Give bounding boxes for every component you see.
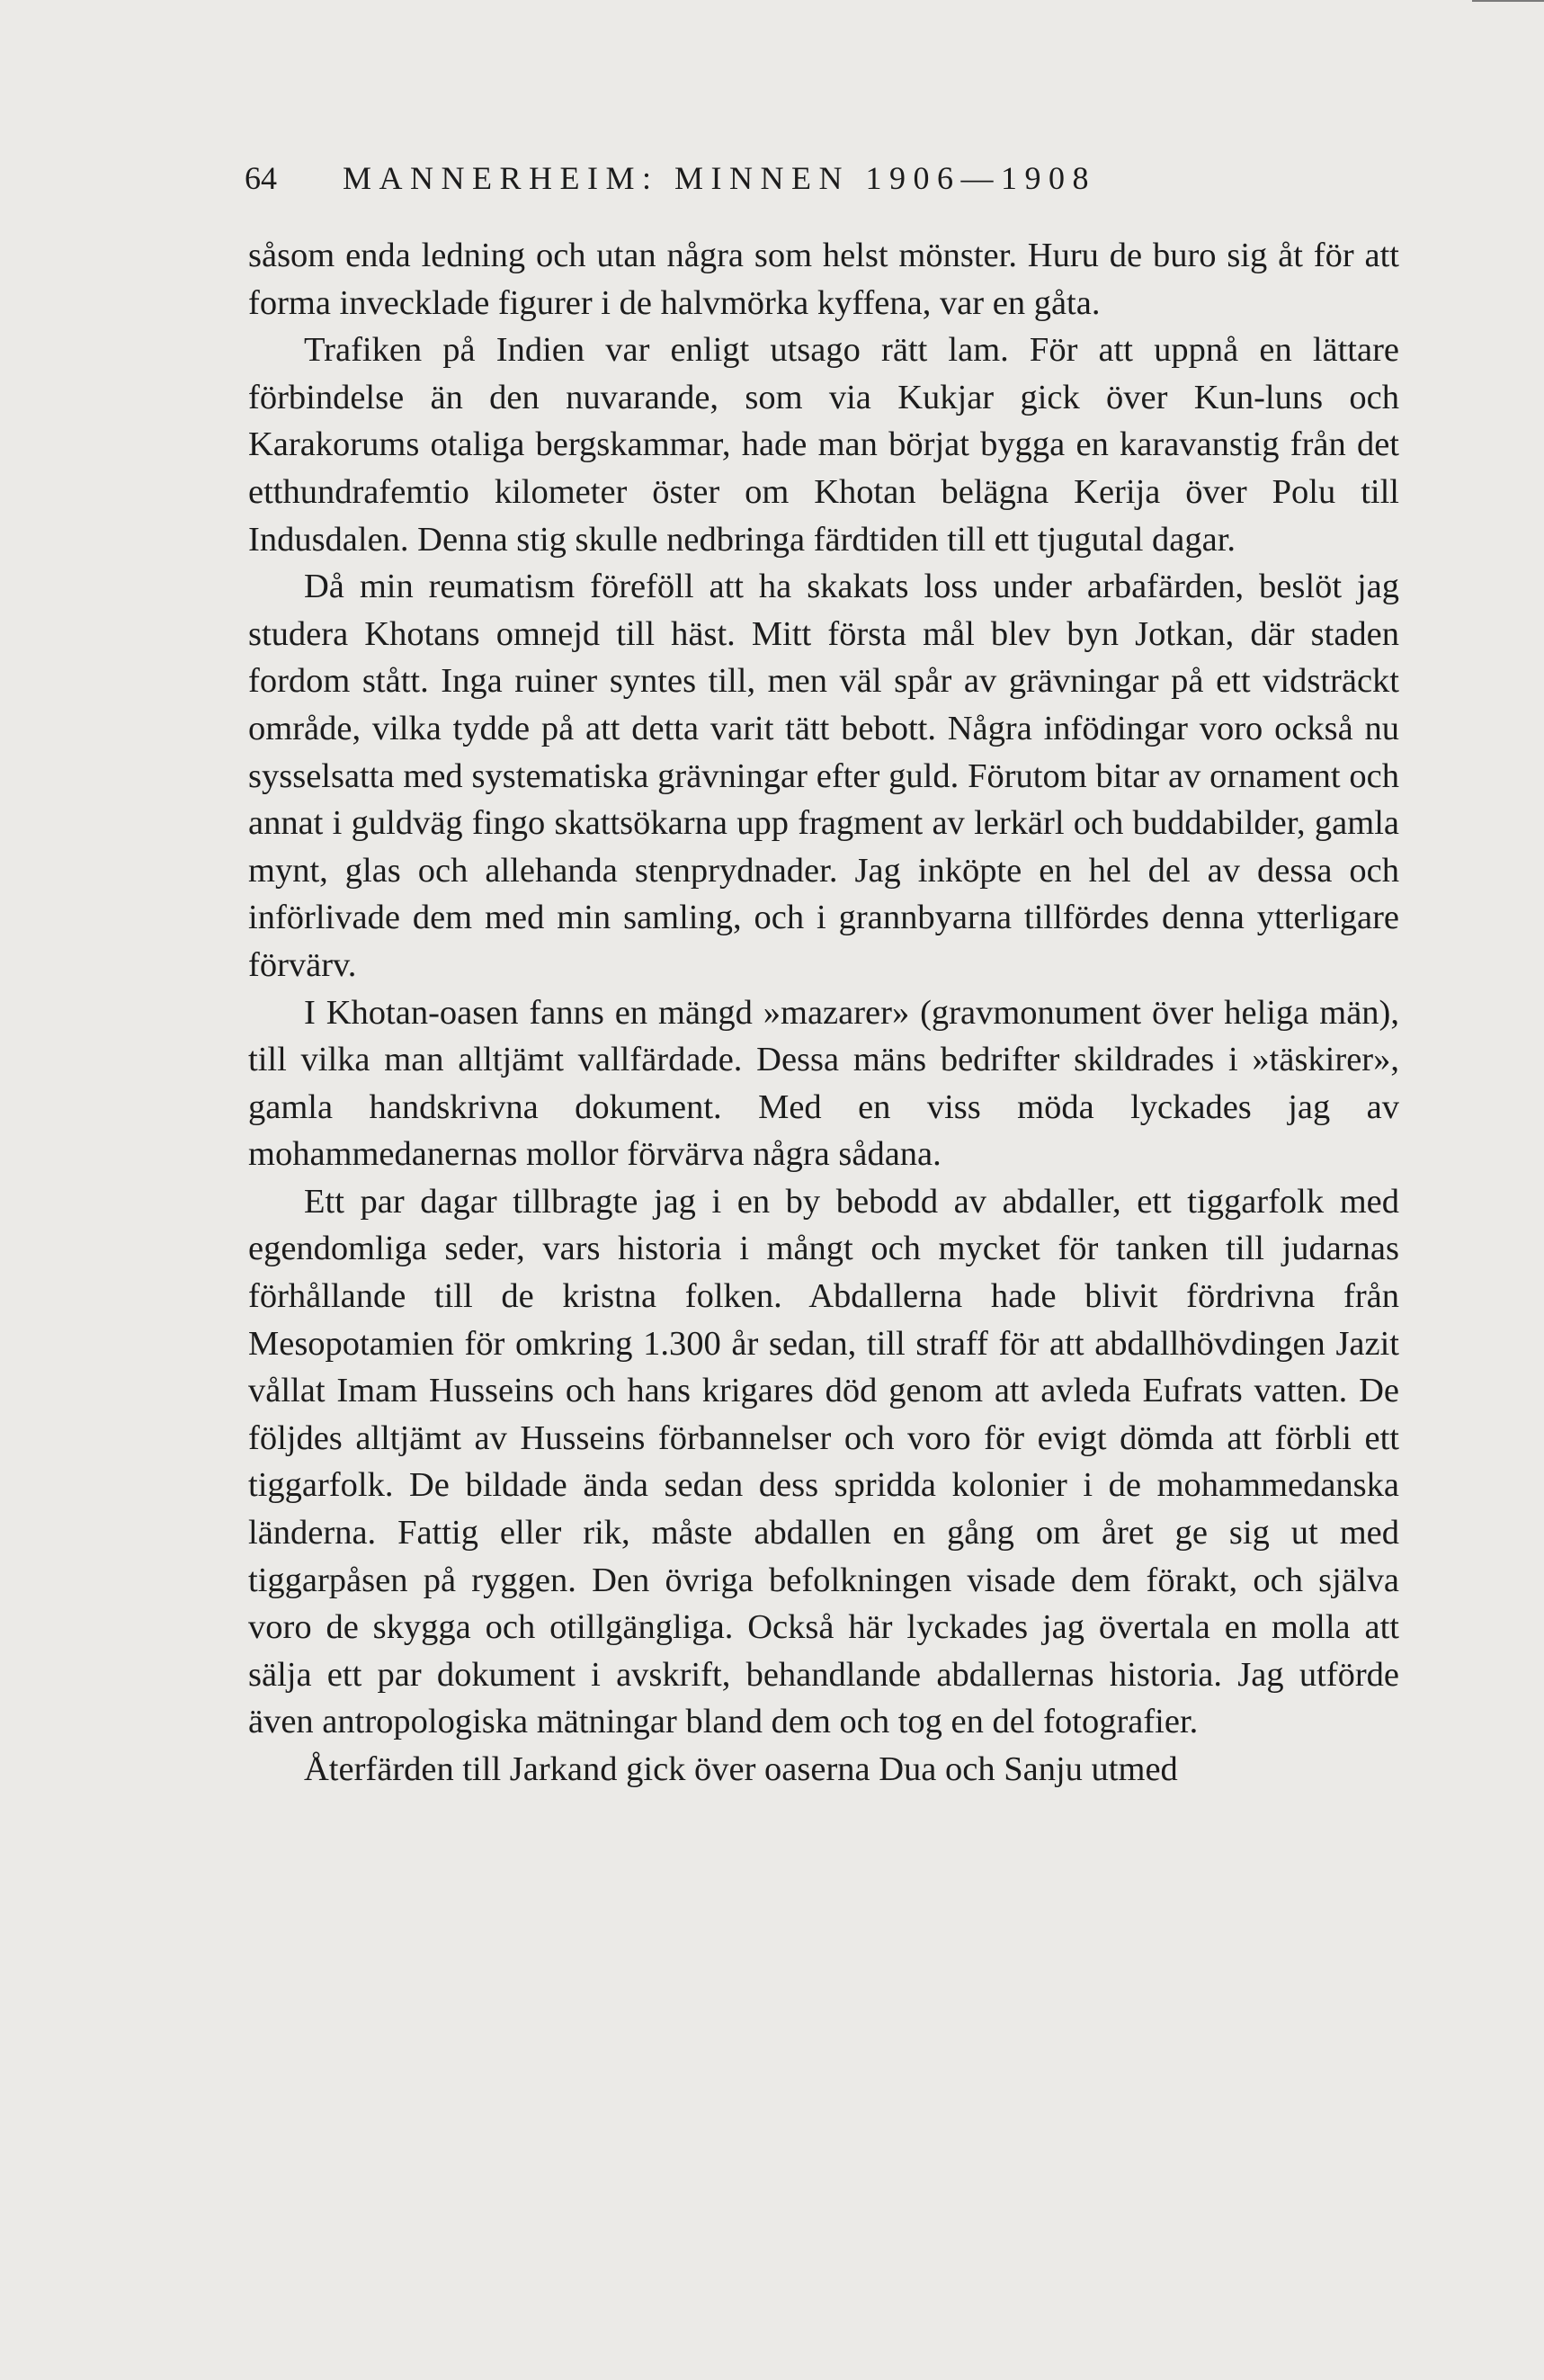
body-text: [248, 232, 1399, 1794]
paragraph-2: Trafiken på Indien var enligt utsago rätt lam. För att uppnå en lättare förbindelse än den nuvarande, som via Kukjar gick över Kun-luns och Karakorums otaliga bergskammar, hade man börjat bygga en karavanstig från det etthundrafemtio kilometer öster om Khotan belägna Kerija över Polu till Indusdalen. Denna stig skulle nedbringa färdtiden till ett tjugutal dagar.: [248, 331, 1399, 559]
paragraph-1: såsom enda ledning och utan några som helst mönster. Huru de buro sig åt för att forma invecklade figurer i de halvmörka kyffena, var en gåta.: [248, 237, 1399, 322]
page-number: 64: [245, 160, 277, 196]
running-head: MANNERHEIM: MINNEN 1906—1908: [343, 160, 1096, 196]
paragraph-3: Då min reumatism föreföll att ha skakats loss under arbafärden, beslöt jag studera Khotans omnejd till häst. Mitt första mål blev byn Jotkan, där staden fordom stått. Inga ruiner syntes till, men väl spår av grävningar på ett vidsträckt område, vilka tydde på att detta varit tätt bebott. Några infödingar voro också nu sysselsatta med systematiska grävningar efter guld. Förutom bitar av ornament och annat i guldväg fingo skattsökarna upp fragment av lerkärl och buddabilder, gamla mynt, glas och allehanda stenprydnader. Jag inköpte en hel del av dessa och införlivade dem med min samling, och i grannbyarna tillfördes denna ytterligare förvärv.: [248, 568, 1399, 984]
paragraph-5: Ett par dagar tillbragte jag i en by bebodd av abdaller, ett tiggarfolk med egendomliga seder, vars historia i mångt och mycket för tanken till judarnas förhållande till de kristna folken. Abdallerna hade blivit fördrivna från Mesopotamien för omkring 1.300 år sedan, till straff för att abdallhövdingen Jazit vållat Imam Husseins och hans krigares död genom att avleda Eufrats vatten. De följdes alltjämt av Husseins förbannelser och voro för evigt dömda att förbli ett tiggarfolk. De bildade ända sedan dess spridda kolonier i de mohammedanska länderna. Fattig eller rik, måste abdallen en gång om året ge sig ut med tiggarpåsen på ryggen. Den övriga befolkningen visade dem förakt, och själva voro de skygga och otillgängliga. Också här lyckades jag övertala en molla att sälja ett par dokument i avskrift, behandlande abdallernas historia. Jag utförde även antropologiska mätningar bland dem och tog en del fotografier.: [248, 1182, 1399, 1741]
page-header: [245, 151, 1270, 205]
paragraph-6: Återfärden till Jarkand gick över oaserna Dua och Sanju utmed: [304, 1750, 1178, 1788]
scan-edge-mark: [1472, 0, 1544, 5]
paragraph-4: I Khotan-oasen fanns en mängd »mazarer» (gravmonument över heliga män), till vilka man alltjämt vallfärdade. Dessa mäns bedrifter skildrades i »täskirer», gamla handskrivna dokument. Med en viss möda lyckades jag av mohammedanernas mollor förvärva några sådana.: [248, 993, 1399, 1174]
